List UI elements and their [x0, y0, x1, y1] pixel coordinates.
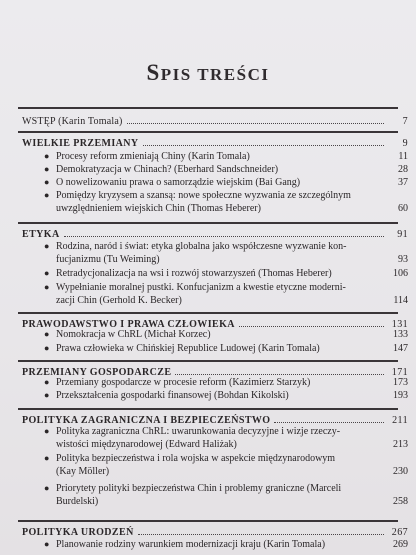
bullet-icon: ● — [44, 483, 50, 493]
bullet-icon: ● — [44, 177, 50, 187]
bullet-icon: ● — [44, 377, 50, 387]
section-label: POLITYKA ZAGRANICZNA I BEZPIECZEŃSTWO — [22, 415, 271, 426]
bullet-icon: ● — [44, 329, 50, 339]
toc-section[interactable] — [22, 410, 408, 426]
toc-section[interactable] — [22, 522, 408, 538]
bullet-icon: ● — [44, 282, 50, 292]
section-page: 91 — [397, 229, 408, 240]
section-page: 211 — [392, 415, 408, 426]
section-page: 131 — [391, 319, 408, 330]
leader-dots — [175, 374, 384, 375]
leader-dots — [239, 326, 384, 327]
toc-item[interactable]: ● Rodzina, naród i świat: etyka globalna jako współczesne wyzwanie kon- fucjanizmu (Tu Weiming) 93 — [44, 241, 408, 265]
section-label: PRZEMIANY GOSPODARCZE — [22, 367, 172, 378]
bullet-icon: ● — [44, 151, 50, 161]
toc-item[interactable]: ● Polityka bezpieczeństwa i rola wojska w aspekcie międzynarodowym (Kay Möller) 230 — [44, 453, 408, 477]
toc-item[interactable]: ● Demokratyzacja w Chinach? (Eberhard Sandschneider) 28 — [44, 164, 408, 175]
toc-item[interactable]: ● Pomiędzy kryzysem a szansą: nowe społeczne wyzwania ze szczególnym uwzględnieniem wiejskich Chin (Thomas Heberer) 60 — [44, 190, 408, 214]
divider — [18, 107, 398, 109]
toc-item[interactable]: ● Procesy reform zmieniają Chiny (Karin Tomala) 11 — [44, 151, 408, 162]
section-page: 9 — [402, 138, 408, 149]
toc-item[interactable]: ● Retradycjonalizacja na wsi i rozwój stowarzyszeń (Thomas Heberer) 106 — [44, 268, 408, 279]
section-label: WIELKIE PRZEMIANY — [22, 138, 139, 149]
section-page: 267 — [391, 527, 408, 538]
toc-section[interactable] — [22, 133, 408, 149]
toc-section[interactable] — [22, 111, 408, 127]
bullet-icon: ● — [44, 268, 50, 278]
section-page: 171 — [391, 367, 408, 378]
toc-item[interactable]: ● Polityka zagraniczna ChRL: uwarunkowania decyzyjne i wizje rzeczy- wistości międzynarodowej (Edward Haliżak) 213 — [44, 426, 408, 450]
toc-item[interactable]: ● O nowelizowaniu prawa o samorządzie wiejskim (Bai Gang) 37 — [44, 177, 408, 188]
section-label: POLITYKA URODZEŃ — [22, 527, 134, 538]
page-title: SPIS TREŚCI — [146, 60, 270, 85]
bullet-icon: ● — [44, 426, 50, 436]
leader-dots — [143, 145, 384, 146]
section-label: PRAWODAWSTWO I PRAWA CZŁOWIEKA — [22, 319, 235, 330]
bullet-icon: ● — [44, 453, 50, 463]
toc-item[interactable]: ● Priorytety polityki bezpieczeństwa Chin i problemy graniczne (Marceli Burdelski) 258 — [44, 483, 408, 507]
bullet-icon: ● — [44, 539, 50, 549]
toc-item[interactable]: ● Prawa człowieka w Chińskiej Republice Ludowej (Karin Tomala) 147 — [44, 343, 408, 354]
section-page: 7 — [402, 116, 408, 127]
bullet-icon: ● — [44, 164, 50, 174]
section-label: WSTĘP (Karin Tomala) — [22, 116, 123, 127]
bullet-icon: ● — [44, 241, 50, 251]
toc-item[interactable]: ● Wypełnianie moralnej pustki. Konfucjanizm a kwestie etyczne moderni- zacji Chin (Gerhold K. Becker) 114 — [44, 282, 408, 306]
toc-item[interactable]: ● Przemiany gospodarcze w procesie reform (Kazimierz Starzyk) 173 — [44, 377, 408, 388]
toc-item[interactable]: ● Planowanie rodziny warunkiem modernizacji kraju (Karin Tomala) 269 — [44, 539, 408, 550]
toc-item[interactable]: ● Nomokracja w ChRL (Michał Korzec) 133 — [44, 329, 408, 340]
leader-dots — [138, 534, 384, 535]
bullet-icon: ● — [44, 390, 50, 400]
toc-item[interactable]: ● Przekształcenia gospodarki finansowej (Bohdan Kikolski) 193 — [44, 390, 408, 401]
bullet-icon: ● — [44, 190, 50, 200]
leader-dots — [274, 422, 384, 423]
leader-dots — [127, 123, 385, 124]
bullet-icon: ● — [44, 343, 50, 353]
leader-dots — [64, 236, 384, 237]
toc-section[interactable] — [22, 224, 408, 240]
section-label: ETYKA — [22, 229, 60, 240]
